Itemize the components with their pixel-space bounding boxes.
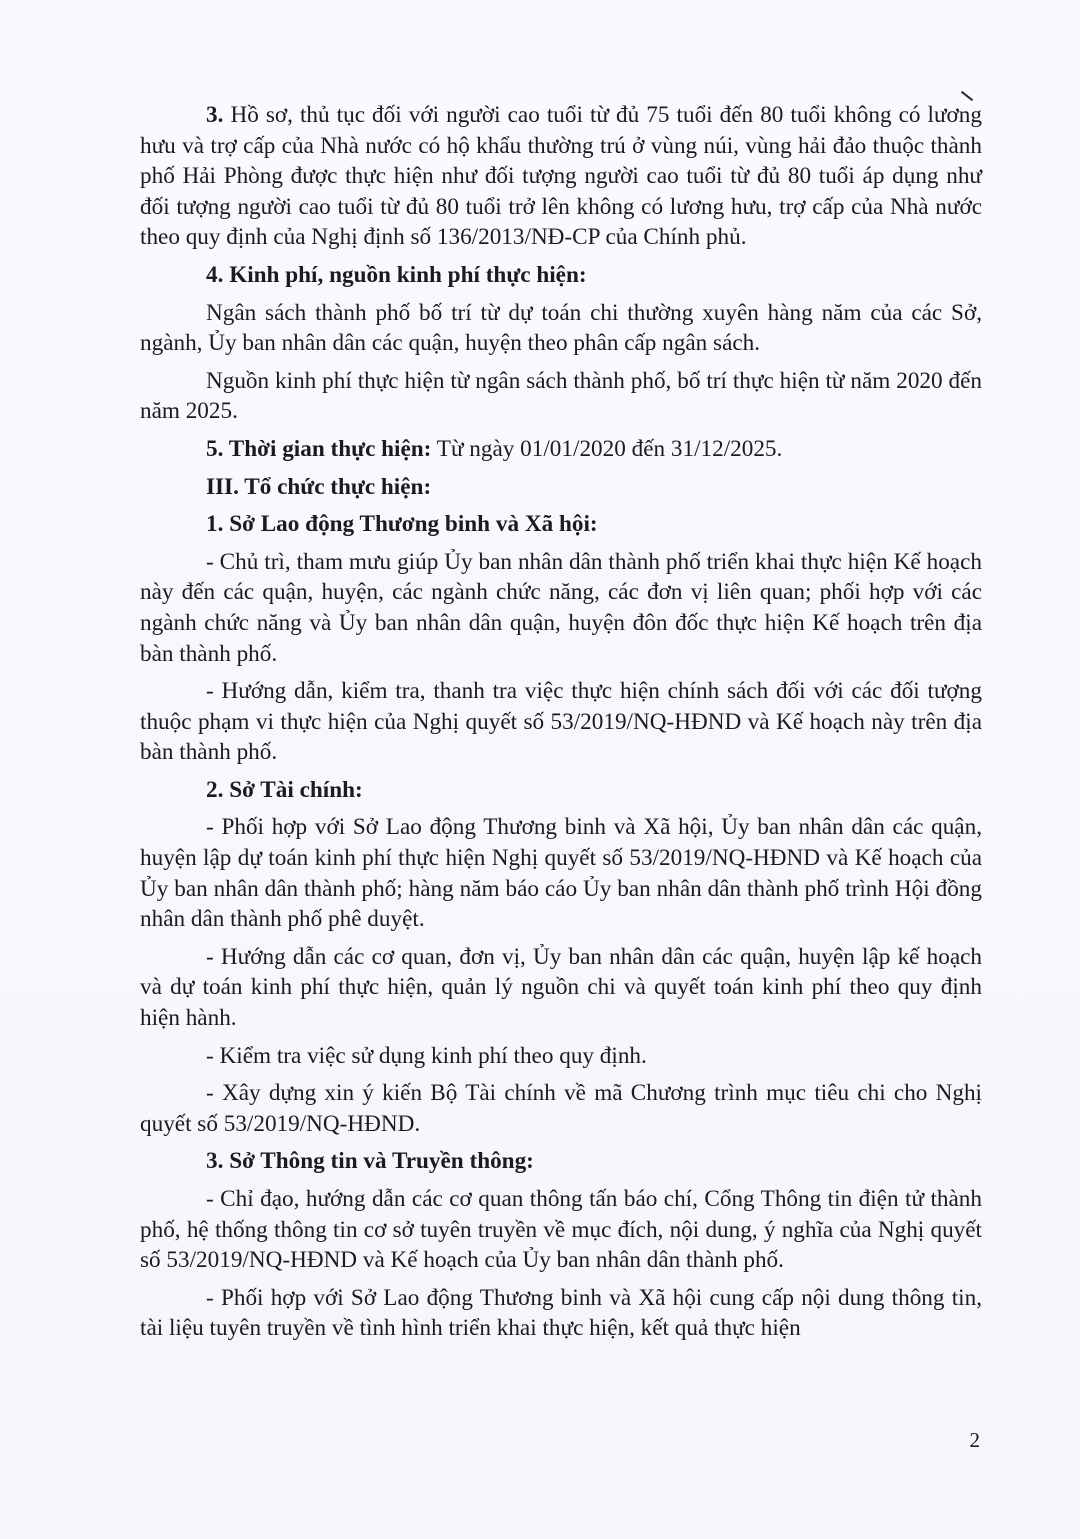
section-5-heading: 5. Thời gian thực hiện: [206, 435, 432, 462]
section-3-text: Hồ sơ, thủ tục đối với người cao tuổi từ đủ 75 tuổi đến 80 tuổi không có lương hưu và trợ cấp của Nhà nước có hộ khẩu thường trú ở vùng núi, vùng hải đảo thuộc thành phố Hải Phòng được thực hiện như đối tượng người cao tuổi từ đủ 80 tuổi áp dụng như đối tượng người cao tuổi từ đủ 80 tuổi trở lên không có lương hưu, trợ cấp của Nhà nước theo quy định của Nghị định số 136/2013/NĐ-CP của Chính phủ. [140, 102, 982, 251]
org-3-heading: 3. Sở Thông tin và Truyền thông: [206, 1148, 534, 1175]
page-number: 2 [969, 1428, 980, 1452]
section-4-paragraph-1: Ngân sách thành phố bố trí từ dự toán chi thường xuyên hàng năm của các Sở, ngành, Ủy ban nhân dân các quận, huyện theo phân cấp ngân sách. [140, 299, 982, 357]
org-3-item: - Chỉ đạo, hướng dẫn các cơ quan thông tấn báo chí, Cổng Thông tin điện tử thành phố, hệ thống thông tin cơ sở tuyên truyền về mục đích, nội dung, ý nghĩa của Nghị quyết số 53/2019/NQ-HĐND và Kế hoạch của Ủy ban nhân dân thành phố. [140, 1186, 982, 1274]
org-2-item: - Phối hợp với Sở Lao động Thương binh và Xã hội, Ủy ban nhân dân các quận, huyện lập dự toán kinh phí thực hiện Nghị quyết số 53/2019/NQ-HĐND và Kế hoạch của Ủy ban nhân dân thành phố; hàng năm báo cáo Ủy ban nhân dân thành phố trình Hội đồng nhân dân thành phố phê duyệt. [140, 814, 982, 933]
part-3-heading: III. Tổ chức thực hiện: [206, 473, 432, 500]
section-3-elderly-paragraph [140, 100, 982, 253]
org-2-item: - Hướng dẫn các cơ quan, đơn vị, Ủy ban nhân dân các quận, huyện lập kế hoạch và dự toán kinh phí thực hiện, quản lý nguồn chi và quyết toán kinh phí theo quy định hiện hành. [140, 943, 982, 1032]
org-1-item: - Chủ trì, tham mưu giúp Ủy ban nhân dân thành phố triển khai thực hiện Kế hoạch này đến các quận, huyện, các ngành chức năng, các đơn vị liên quan; phối hợp với các ngành chức năng và Ủy ban nhân dân quận, huyện đôn đốc thực hiện Kế hoạch trên địa bàn thành phố. [140, 548, 982, 667]
section-4-heading: 4. Kinh phí, nguồn kinh phí thực hiện: [206, 261, 587, 288]
org-1-heading: 1. Sở Lao động Thương binh và Xã hội: [206, 511, 598, 538]
org-1-item: - Hướng dẫn, kiểm tra, thanh tra việc thực hiện chính sách đối với các đối tượng thuộc phạm vi thực hiện của Nghị quyết số 53/2019/NQ-HĐND và Kế hoạch này trên địa bàn thành phố. [140, 678, 982, 766]
section-3-number: 3. [206, 102, 224, 128]
section-5-paragraph [140, 434, 982, 465]
org-2-item: - Xây dựng xin ý kiến Bộ Tài chính về mã Chương trình mục tiêu chi cho Nghị quyết số 53/2019/NQ-HĐND. [140, 1080, 982, 1137]
org-2-heading: 2. Sở Tài chính: [206, 776, 363, 803]
org-3-item: - Phối hợp với Sở Lao động Thương binh và Xã hội cung cấp nội dung thông tin, tài liệu tuyên truyền về tình hình triển khai thực hiện, kết quả thực hiện [140, 1284, 982, 1342]
org-2-item: - Kiểm tra việc sử dụng kinh phí theo quy định. [206, 1042, 647, 1069]
section-5-text: Từ ngày 01/01/2020 đến 31/12/2025. [431, 435, 783, 462]
section-4-paragraph-2: Nguồn kinh phí thực hiện từ ngân sách thành phố, bố trí thực hiện từ năm 2020 đến năm 2025. [140, 367, 982, 425]
document-body [140, 100, 982, 1348]
